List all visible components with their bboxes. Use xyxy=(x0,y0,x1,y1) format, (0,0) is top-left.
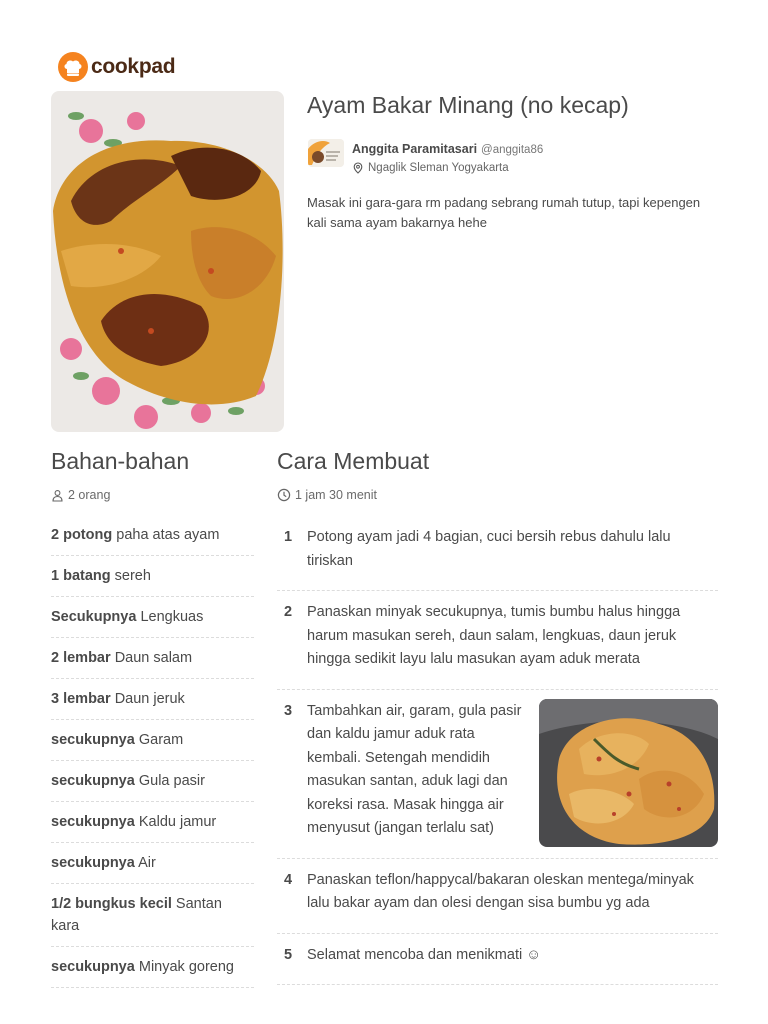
ingredient-qty: 3 lembar xyxy=(51,691,111,707)
step-text: Selamat mencoba dan menikmati ☺ xyxy=(307,946,542,963)
recipe-photo xyxy=(51,91,284,432)
ingredient-qty: 2 potong xyxy=(51,527,113,543)
step-item xyxy=(277,934,718,986)
ingredient-list xyxy=(51,515,254,988)
step-item xyxy=(277,591,718,690)
ingredient-name: Daun jeruk xyxy=(114,691,185,707)
step-text: Tambahkan air, garam, gula pasir dan kaldu jamur aduk rata kembali. Setengah mendidih masukan santan, aduk lagi dan koreksi rasa. Masak hingga air menyusut (jangan terlalu sat) xyxy=(307,702,522,836)
ingredient-item xyxy=(51,515,254,556)
ingredient-qty: 1/2 bungkus kecil xyxy=(51,896,172,912)
ingredients-heading: Bahan-bahan xyxy=(51,448,190,474)
author-handle: @anggita86 xyxy=(481,144,544,156)
ingredient-item xyxy=(51,947,254,988)
ingredient-qty: secukupnya xyxy=(51,732,135,748)
ingredient-item xyxy=(51,802,254,843)
ingredient-qty: Secukupnya xyxy=(51,609,137,625)
step-text: Panaskan teflon/happycal/bakaran oleskan mentega/minyak lalu bakar ayam dan olesi dengan sisa bumbu yg ada xyxy=(307,871,694,911)
step-text: Panaskan minyak secukupnya, tumis bumbu halus hingga harum masukan sereh, daun salam, lengkuas, daun jeruk hingga sedikit layu lalu masukan ayam aduk merata xyxy=(307,604,681,667)
servings-text: 2 orang xyxy=(68,488,111,502)
ingredient-item xyxy=(51,597,254,638)
chef-hat-icon xyxy=(58,52,88,82)
ingredient-item xyxy=(51,679,254,720)
servings xyxy=(51,488,110,502)
step-item xyxy=(277,690,718,859)
step-number: 5 xyxy=(284,946,293,963)
clock-icon xyxy=(277,488,291,502)
ingredient-item xyxy=(51,761,254,802)
ingredient-item xyxy=(51,720,254,761)
cook-time xyxy=(277,488,377,502)
ingredient-item xyxy=(51,843,254,884)
brand-name: cookpad xyxy=(91,55,176,78)
step-item xyxy=(277,516,718,591)
ingredient-qty: secukupnya xyxy=(51,959,135,975)
ingredient-name: Lengkuas xyxy=(140,609,204,625)
cook-time-text: 1 jam 30 menit xyxy=(295,488,377,502)
step-number: 4 xyxy=(284,871,293,888)
ingredient-name: paha atas ayam xyxy=(116,527,220,543)
ingredient-name: Daun salam xyxy=(114,650,193,666)
step-item xyxy=(277,859,718,934)
ingredient-name: Santan kara xyxy=(51,896,222,934)
ingredient-qty: secukupnya xyxy=(51,773,135,789)
ingredient-name: Air xyxy=(138,855,156,871)
ingredient-item xyxy=(51,884,254,947)
step-number: 1 xyxy=(284,529,293,545)
cookpad-logo[interactable] xyxy=(58,52,175,82)
ingredient-qty: secukupnya xyxy=(51,855,135,871)
ingredient-name: sereh xyxy=(114,568,151,584)
step-text: Potong ayam jadi 4 bagian, cuci bersih rebus dahulu lalu tiriskan xyxy=(307,529,671,569)
ingredient-item xyxy=(51,638,254,679)
author-name[interactable] xyxy=(352,142,543,156)
author-location xyxy=(352,162,509,174)
ingredient-item xyxy=(51,556,254,597)
step-photo[interactable] xyxy=(539,699,718,847)
recipe-description: Masak ini gara-gara rm padang sebrang rumah tutup, tapi kepengen kali sama ayam bakarnya hehe xyxy=(307,195,701,230)
ingredient-name: Gula pasir xyxy=(138,773,205,789)
location-pin-icon xyxy=(352,162,364,174)
step-number: 3 xyxy=(284,702,293,719)
ingredient-qty: 1 batang xyxy=(51,568,111,584)
author-name-text: Anggita Paramitasari xyxy=(352,142,478,156)
person-icon xyxy=(51,489,64,502)
ingredient-name: Minyak goreng xyxy=(138,959,234,975)
ingredient-qty: 2 lembar xyxy=(51,650,111,666)
step-list xyxy=(277,516,718,985)
steps-heading: Cara Membuat xyxy=(277,448,430,474)
ingredient-name: Kaldu jamur xyxy=(138,814,217,830)
ingredient-qty: secukupnya xyxy=(51,814,135,830)
author-location-text: Ngaglik Sleman Yogyakarta xyxy=(368,162,509,174)
author-avatar[interactable] xyxy=(308,139,344,167)
ingredient-name: Garam xyxy=(138,732,184,748)
recipe-title: Ayam Bakar Minang (no kecap) xyxy=(307,92,629,118)
step-number: 2 xyxy=(284,604,293,620)
